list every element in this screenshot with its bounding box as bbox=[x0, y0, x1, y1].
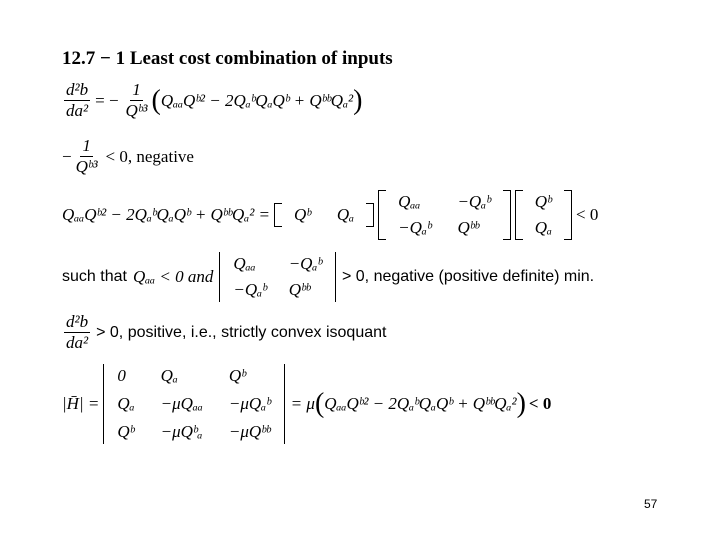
negative-statement: < 0, negative bbox=[105, 146, 194, 166]
open-paren: ( bbox=[151, 84, 161, 116]
less-than-zero: < 0 bbox=[528, 394, 552, 413]
matrix-cell: −Qₐᵇ bbox=[457, 192, 491, 211]
less-than-zero: < 0 bbox=[575, 205, 599, 224]
matrix-cell: Qₐ bbox=[160, 366, 178, 385]
matrix-cell: Qₐ bbox=[117, 394, 135, 413]
fraction-d2b-da2 bbox=[64, 312, 90, 353]
fraction-numerator: d²b bbox=[66, 312, 89, 331]
close-paren: ) bbox=[353, 84, 363, 116]
equation-definiteness-condition bbox=[62, 252, 594, 302]
matrix-cell: Qᵇ bbox=[228, 366, 246, 385]
matrix-cell: −μQₐᵇ bbox=[228, 394, 271, 413]
slide-title: 12.7 − 1 Least cost combination of inputs bbox=[62, 48, 393, 69]
row-vector-entry: Qₐ bbox=[336, 205, 355, 224]
row-vector bbox=[274, 203, 374, 227]
fraction-denominator: da² bbox=[66, 333, 89, 352]
quadratic-expression: QₐₐQᵇ² − 2QₐᵇQₐQᵇ + QᵇᵇQₐ² bbox=[160, 90, 354, 110]
definiteness-statement: > 0, negative (positive definite) min. bbox=[341, 268, 595, 285]
minus-sign: − bbox=[62, 146, 72, 166]
matrix-cell: −μQᵇᵇ bbox=[228, 422, 271, 441]
matrix-cell: Qₐₐ bbox=[398, 192, 421, 211]
bordered-hessian-label: |H̄| = bbox=[62, 394, 100, 413]
matrix-cell: Qₐₐ bbox=[233, 254, 256, 273]
equation-second-derivative bbox=[62, 80, 362, 121]
bordered-hessian-determinant bbox=[103, 364, 284, 444]
such-that-label: such that bbox=[62, 268, 127, 285]
open-paren: ( bbox=[314, 388, 325, 419]
column-vector-entry: Qᵇ bbox=[534, 192, 552, 211]
hessian-matrix bbox=[378, 190, 511, 240]
column-vector-entry: Qₐ bbox=[534, 218, 552, 237]
equation-negative-term bbox=[62, 136, 194, 177]
convexity-statement: > 0, positive, i.e., strictly convex isoquant bbox=[96, 323, 387, 341]
equation-bordered-hessian bbox=[62, 364, 551, 444]
matrix-cell: −μQₐₐ bbox=[160, 394, 203, 413]
fraction-denominator: Qᵇ³ bbox=[75, 157, 98, 176]
column-vector bbox=[515, 190, 572, 240]
equals-minus: = − bbox=[95, 90, 119, 110]
fraction-numerator: d²b bbox=[66, 80, 89, 99]
fraction-numerator: 1 bbox=[132, 80, 141, 99]
equation-convexity bbox=[62, 312, 386, 353]
first-condition: Qₐₐ < 0 and bbox=[132, 267, 214, 286]
matrix-cell: −Qₐᵇ bbox=[398, 218, 432, 237]
close-paren: ) bbox=[516, 388, 526, 419]
fraction-one-over-qb3 bbox=[124, 80, 150, 121]
matrix-cell: −μQᵇₐ bbox=[160, 422, 203, 441]
quadratic-expression: QₐₐQᵇ² − 2QₐᵇQₐQᵇ + QᵇᵇQₐ² bbox=[324, 394, 517, 413]
matrix-cell: −Qₐᵇ bbox=[288, 254, 322, 273]
fraction-numerator: 1 bbox=[82, 136, 91, 155]
equals-mu: = μ bbox=[290, 394, 315, 413]
row-vector-entry: Qᵇ bbox=[294, 205, 311, 224]
fraction-d2b-da2 bbox=[64, 80, 90, 121]
matrix-cell: Qᵇᵇ bbox=[457, 218, 479, 237]
fraction-denominator: Qᵇ³ bbox=[125, 101, 148, 120]
matrix-cell: 0 bbox=[117, 366, 126, 385]
equation-quadratic-form bbox=[62, 190, 598, 240]
page-number: 57 bbox=[644, 497, 658, 511]
fraction-denominator: da² bbox=[66, 101, 89, 120]
matrix-cell: Qᵇᵇ bbox=[288, 280, 311, 299]
fraction-one-over-qb3 bbox=[74, 136, 100, 177]
determinant-2x2 bbox=[219, 252, 336, 302]
quadratic-expression: QₐₐQᵇ² − 2QₐᵇQₐQᵇ + QᵇᵇQₐ² = bbox=[62, 205, 271, 224]
matrix-cell: Qᵇ bbox=[117, 422, 135, 441]
matrix-cell: −Qₐᵇ bbox=[233, 280, 267, 299]
